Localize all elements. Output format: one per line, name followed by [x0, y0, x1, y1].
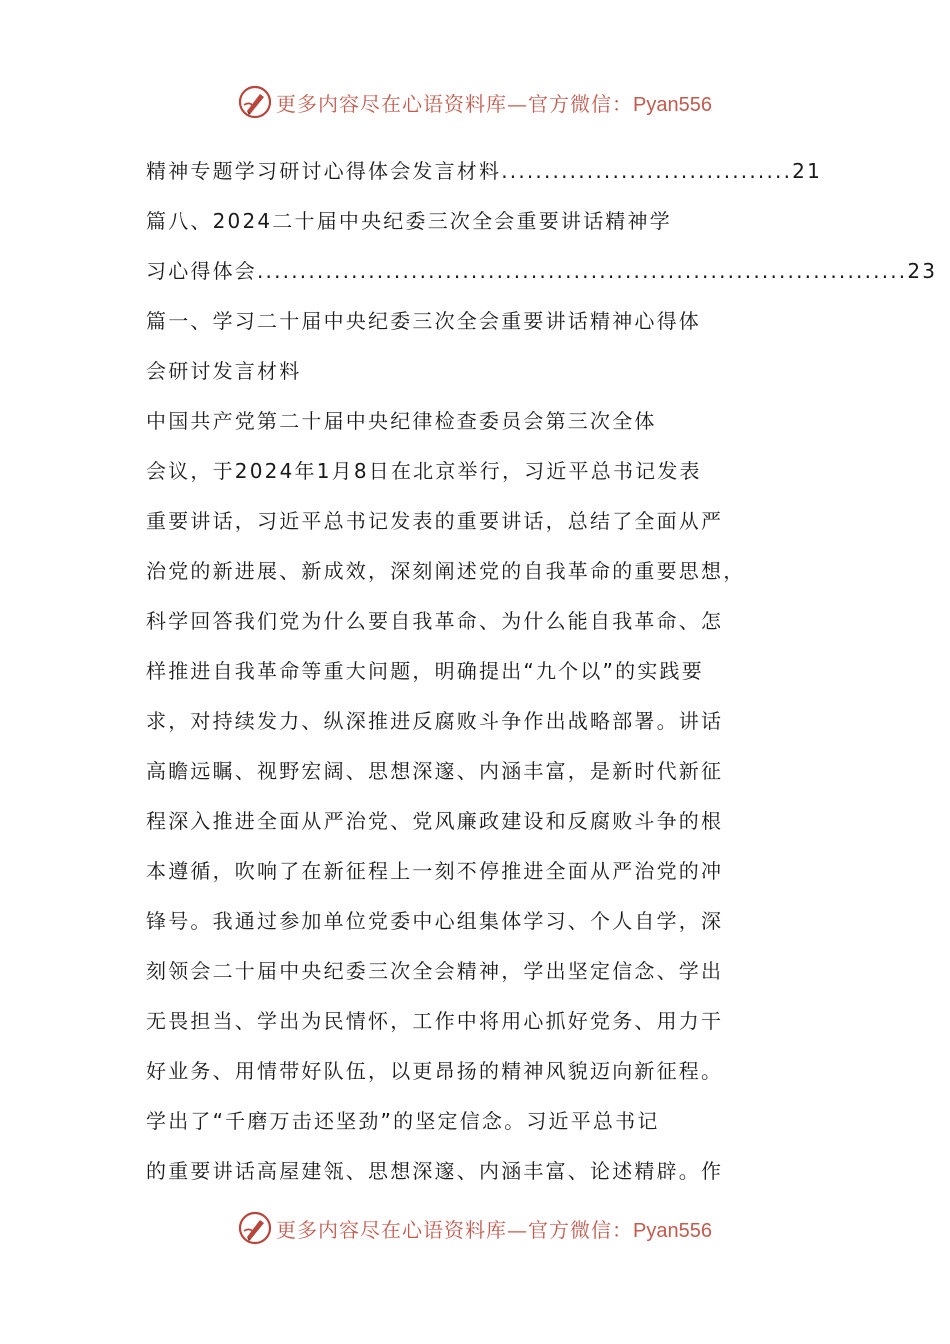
banner-wechat-id: Pyan556	[633, 1219, 712, 1242]
body-line: 中国共产党第二十届中央纪律检查委员会第三次全体	[146, 409, 657, 433]
body-line: 锋号。我通过参加单位党委中心组集体学习、个人自学，深	[146, 909, 724, 933]
body-line: 科学回答我们党为什么要自我革命、为什么能自我革命、怎	[146, 609, 724, 633]
banner-text: 更多内容尽在心语资料库—官方微信：Pyan556	[276, 91, 712, 116]
pen-logo-icon	[238, 85, 272, 119]
section-heading: 会研讨发言材料	[146, 359, 302, 383]
banner-wechat-id: Pyan556	[633, 93, 712, 116]
footer-banner	[0, 1208, 950, 1248]
body-line: 重要讲话，习近平总书记发表的重要讲话，总结了全面从严	[146, 509, 724, 533]
body-line: 高瞻远瞩、视野宏阔、思想深邃、内涵丰富，是新时代新征	[146, 759, 724, 783]
body-line: 无畏担当、学出为民情怀，工作中将用心抓好党务、用力干	[146, 1009, 724, 1033]
body-line: 会议，于2024年1月8日在北京举行，习近平总书记发表	[146, 459, 702, 483]
body-line: 本遵循，吹响了在新征程上一刻不停推进全面从严治党的冲	[146, 859, 724, 883]
body-line: 刻领会二十届中央纪委三次全会精神，学出坚定信念、学出	[146, 959, 724, 983]
header-banner	[0, 82, 950, 122]
body-line: 求，对持续发力、纵深推进反腐败斗争作出战略部署。讲话	[146, 709, 724, 733]
body-line: 好业务、用情带好队伍，以更昂扬的精神风貌迈向新征程。	[146, 1059, 724, 1083]
toc-entry: 习心得体会............................................................................23	[146, 259, 938, 283]
body-line: 程深入推进全面从严治党、党风廉政建设和反腐败斗争的根	[146, 809, 724, 833]
document-body	[146, 146, 938, 1196]
section-heading: 篇一、学习二十届中央纪委三次全会重要讲话精神心得体	[146, 309, 701, 333]
body-line: 治党的新进展、新成效，深刻阐述党的自我革命的重要思想，	[146, 559, 746, 583]
toc-entry-title: 篇八、2024二十届中央纪委三次全会重要讲话精神学	[146, 209, 672, 233]
toc-entry: 精神专题学习研讨心得体会发言材料..................................21	[146, 159, 823, 183]
banner-text: 更多内容尽在心语资料库—官方微信：Pyan556	[276, 1217, 712, 1242]
pen-logo-icon	[238, 1211, 272, 1245]
body-line: 样推进自我革命等重大问题，明确提出“九个以”的实践要	[146, 659, 704, 683]
body-line: 学出了“千磨万击还坚劲”的坚定信念。习近平总书记	[146, 1109, 660, 1133]
body-line: 的重要讲话高屋建瓴、思想深邃、内涵丰富、论述精辟。作	[146, 1159, 724, 1183]
